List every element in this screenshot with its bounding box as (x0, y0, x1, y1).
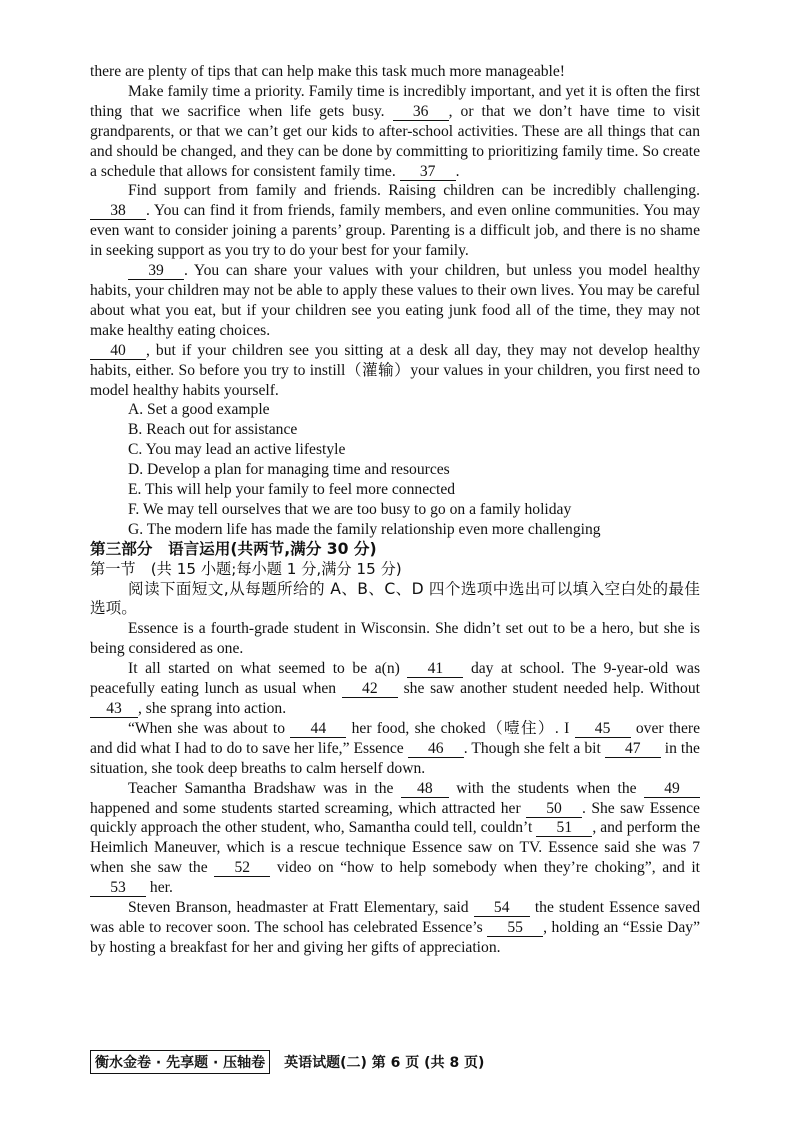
blank-38: 38 (90, 202, 146, 220)
blank-39: 39 (128, 262, 184, 280)
blank-40: 40 (90, 342, 146, 360)
passage-paragraph-2: Find support from family and friends. Raising children can be incredibly challenging. 38 . You can find it from friends, family members, and even online communities. You may even want to consider joining a parents’ group. Parenting is a difficult job, and there is no shame in seeking support as you try to do your best for your family. (90, 182, 700, 260)
blank-55: 55 (487, 919, 543, 937)
options-list (90, 400, 700, 539)
cloze-paragraph-5: Steven Branson, headmaster at Fratt Elementary, said 54 the student Essence saved was able to recover soon. The school has celebrated Essence’s 55 , holding an “Essie Day” by hosting a breakfast for her and giving her gifts of appreciation. (90, 899, 700, 956)
blank-49: 49 (644, 780, 700, 798)
blank-36: 36 (393, 103, 449, 121)
page-footer (90, 1050, 484, 1074)
option-b: B. Reach out for assistance (128, 421, 298, 439)
footer-page-info: 英语试题(二) 第 6 页 (共 8 页) (284, 1055, 485, 1071)
blank-44: 44 (290, 720, 346, 738)
option-g: G. The modern life has made the family relationship even more challenging (128, 520, 601, 538)
passage-paragraph-4: 40 , but if your children see you sitting at a desk all day, they may not develop healthy habits, either. So before you try to instill（灌输）your values in your children, you first need to model healthy habits yourself. (90, 341, 700, 399)
blank-53: 53 (90, 879, 146, 897)
section-subtitle: 第一节 (共 15 小题;每小题 1 分,满分 15 分) (90, 559, 402, 578)
footer-brand: 衡水金卷 · 先享题 · 压轴卷 (90, 1050, 270, 1074)
cloze-paragraph-4: Teacher Samantha Bradshaw was in the 48 with the students when the 49 happened and some students started screaming, which attracted her 50 . She saw Essence quickly approach the other student, who, Samantha could tell, couldn’t 51 , and perform the Heimlich Maneuver, which is a rescue technique Essence saw on TV. Essence said she was 7 when she saw the 52 video on “how to help somebody when they’re choking”, and it 53 her. (90, 779, 700, 897)
section-instruction: 阅读下面短文,从每题所给的 A、B、C、D 四个选项中选出可以填入空白处的最佳选项。 (90, 579, 700, 618)
blank-41: 41 (407, 660, 463, 678)
blank-51: 51 (536, 819, 592, 837)
option-e: E. This will help your family to feel more connected (128, 481, 456, 499)
blank-48: 48 (401, 780, 449, 798)
blank-54: 54 (474, 899, 530, 917)
option-c: C. You may lead an active lifestyle (128, 441, 346, 459)
cloze-paragraph-1: Essence is a fourth-grade student in Wisconsin. She didn’t set out to be a hero, but she is being considered as one. (90, 620, 700, 658)
blank-46: 46 (408, 740, 464, 758)
cloze-paragraph-3: “When she was about to 44 her food, she choked（噎住）. I 45 over there and did what I had to do to save her life,” Essence 46 . Though she felt a bit 47 in the situation, she took deep breaths to calm herself down. (90, 718, 700, 777)
blank-43: 43 (90, 700, 138, 718)
section-title: 第三部分 语言运用(共两节,满分 30 分) (90, 539, 377, 558)
blank-50: 50 (526, 800, 582, 818)
blank-52: 52 (214, 859, 270, 877)
blank-37: 37 (400, 163, 456, 181)
cloze-paragraph-2: It all started on what seemed to be a(n) 41 day at school. The 9-year-old was peacefully eating lunch as usual when 42 she saw another student needed help. Without 43 , she sprang into action. (90, 660, 701, 717)
option-f: F. We may tell ourselves that we are too busy to go on a family holiday (128, 500, 572, 518)
blank-47: 47 (605, 740, 661, 758)
passage-intro-tail: there are plenty of tips that can help make this task much more manageable! (90, 63, 566, 80)
option-a: A. Set a good example (128, 401, 270, 419)
blank-42: 42 (342, 680, 398, 698)
passage-paragraph-1: Make family time a priority. Family time is incredibly important, and yet it is often the first thing that we sacrifice when life gets busy. 36 , or that we don’t have time to visit grandparents, or that we can’t get our kids to after-school activities. These are all things that can and should be changed, and they can be done by committing to prioritizing family time. So create a schedule that allows for consistent family time. 37 . (90, 82, 701, 180)
exam-page-body (90, 62, 700, 958)
option-d: D. Develop a plan for managing time and resources (128, 461, 450, 479)
passage-paragraph-3: 39 . You can share your values with your children, but unless you model healthy habits, your children may not be able to apply these values to their own lives. You may be careful about what you eat, but if your children see you eating junk food all of the time, they may not make healthy eating choices. (90, 262, 700, 339)
blank-45: 45 (575, 720, 631, 738)
